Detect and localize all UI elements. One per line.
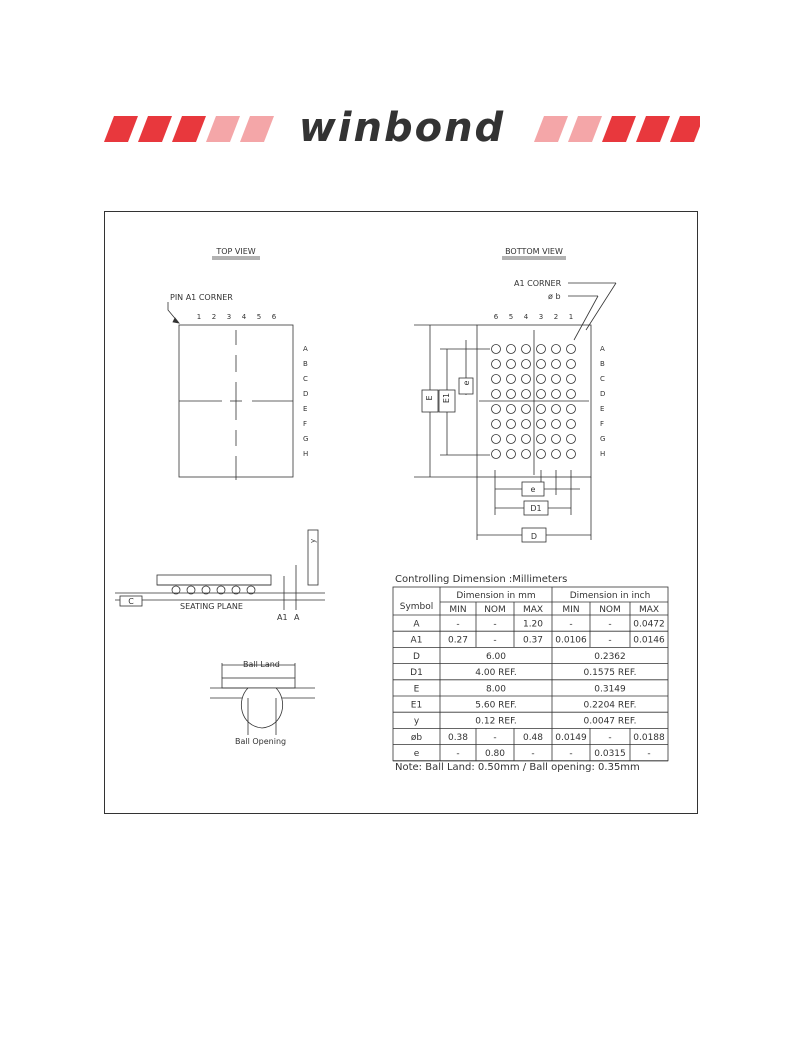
table-cell: 0.27	[447, 635, 469, 646]
table-symbol: A1	[410, 635, 423, 646]
ball-detail	[210, 660, 315, 746]
table-cell: 0.38	[447, 732, 469, 743]
bottom-view-column-labels	[494, 313, 573, 321]
solder-ball	[552, 375, 561, 384]
solder-ball	[567, 345, 576, 354]
header-sub: NOM	[599, 605, 621, 615]
table-cell: 6.00	[485, 651, 507, 662]
dimension-table	[393, 574, 668, 773]
solder-ball	[537, 345, 546, 354]
table-symbol: E	[413, 684, 420, 695]
solder-ball	[492, 375, 501, 384]
pin-a1-label: PIN A1 CORNER	[170, 293, 233, 302]
bottom-col-label: 4	[523, 313, 529, 321]
datum-c-label: C	[128, 597, 134, 606]
dim-E-label: E	[425, 395, 434, 401]
table-cell: 0.0106	[555, 635, 587, 646]
bottom-row-label: H	[600, 450, 606, 458]
table-cell: 4.00 REF.	[475, 668, 517, 679]
bottom-row-label: B	[600, 360, 605, 368]
table-cell: 0.0146	[633, 635, 665, 646]
solder-ball	[537, 420, 546, 429]
solder-ball	[552, 450, 561, 459]
table-cell: 0.37	[522, 635, 544, 646]
solder-ball	[552, 345, 561, 354]
solder-ball	[522, 360, 531, 369]
top-view-column-labels	[197, 313, 277, 321]
solder-ball	[492, 450, 501, 459]
top-row-label: G	[303, 435, 309, 443]
bottom-row-label: D	[600, 390, 606, 398]
solder-ball	[507, 435, 516, 444]
a-side-label: A	[294, 613, 300, 622]
solder-ball	[537, 405, 546, 414]
top-row-label: A	[303, 345, 308, 353]
top-row-label: H	[303, 450, 309, 458]
solder-ball	[537, 390, 546, 399]
table-cell: -	[493, 732, 497, 743]
table-cell: 1.20	[522, 619, 544, 630]
bottom-col-label: 1	[568, 313, 574, 321]
table-cell: -	[493, 619, 497, 630]
solder-ball	[522, 420, 531, 429]
solder-ball	[492, 360, 501, 369]
bottom-view	[414, 247, 616, 542]
table-caption: Controlling Dimension :Millimeters	[395, 574, 568, 585]
top-row-label: B	[303, 360, 308, 368]
table-cell: 0.48	[522, 732, 544, 743]
table-cell: 0.12 REF.	[475, 716, 517, 727]
table-cell: 0.0315	[594, 749, 626, 760]
table-cell: -	[531, 749, 535, 760]
solder-ball	[537, 360, 546, 369]
bottom-col-label: 3	[538, 313, 544, 321]
solder-ball	[567, 435, 576, 444]
bottom-row-label: F	[600, 420, 605, 428]
solder-ball	[522, 450, 531, 459]
table-cell: 0.0188	[633, 732, 665, 743]
table-symbol: øb	[410, 732, 423, 743]
top-col-label: 6	[271, 313, 277, 321]
solder-ball	[567, 450, 576, 459]
top-view-title: TOP VIEW	[216, 247, 256, 256]
dim-D1-label: D1	[530, 504, 542, 513]
ball-land-label: Ball Land	[243, 660, 280, 669]
solder-ball	[552, 405, 561, 414]
solder-ball	[492, 435, 501, 444]
solder-ball	[567, 405, 576, 414]
a1-corner-label: A1 CORNER	[514, 279, 562, 288]
ball-grid	[492, 345, 576, 459]
header-sub: NOM	[484, 605, 506, 615]
solder-ball	[507, 405, 516, 414]
header-sub: MAX	[638, 605, 660, 615]
solder-ball	[552, 360, 561, 369]
solder-ball	[567, 420, 576, 429]
table-cell: 0.2362	[594, 651, 626, 662]
bottom-row-label: E	[600, 405, 605, 413]
solder-ball	[567, 375, 576, 384]
solder-ball	[492, 405, 501, 414]
table-cell: 8.00	[485, 684, 507, 695]
solder-ball	[522, 435, 531, 444]
solder-ball	[537, 375, 546, 384]
bottom-row-label: A	[600, 345, 605, 353]
solder-ball	[567, 390, 576, 399]
solder-ball	[522, 405, 531, 414]
dim-e-horizontal-label: e	[530, 485, 536, 494]
table-symbol: e	[413, 749, 420, 760]
solder-ball	[552, 420, 561, 429]
top-col-label: 4	[241, 313, 247, 321]
solder-ball	[522, 345, 531, 354]
solder-ball	[567, 360, 576, 369]
solder-ball	[492, 345, 501, 354]
table-cell: -	[456, 619, 460, 630]
solder-ball	[507, 375, 516, 384]
header-sub: MAX	[522, 605, 544, 615]
top-col-label: 3	[226, 313, 232, 321]
top-row-label: F	[303, 420, 308, 428]
solder-ball	[492, 420, 501, 429]
header-symbol: Symbol	[399, 602, 434, 612]
table-note: Note: Ball Land: 0.50mm / Ball opening: 0.35mm	[395, 762, 640, 773]
top-col-label: 2	[211, 313, 217, 321]
table-cell: -	[493, 635, 497, 646]
table-cell: -	[569, 749, 573, 760]
table-cell: 0.0149	[555, 732, 587, 743]
table-symbol: y	[413, 716, 420, 727]
bottom-col-label: 2	[553, 313, 559, 321]
table-symbol: D1	[410, 668, 423, 679]
ball-opening-label: Ball Opening	[235, 737, 287, 746]
top-row-label: C	[303, 375, 308, 383]
solder-ball	[507, 345, 516, 354]
solder-ball	[522, 375, 531, 384]
table-symbol: A	[413, 619, 420, 630]
table-symbol: D	[413, 651, 420, 662]
table-cell: 0.2204 REF.	[583, 700, 637, 711]
table-cell: -	[608, 732, 612, 743]
seating-plane-label: SEATING PLANE	[180, 602, 243, 611]
header-inch: Dimension in inch	[569, 591, 651, 601]
table-cell: 0.1575 REF.	[583, 668, 637, 679]
side-view	[115, 530, 325, 622]
table-symbol: E1	[410, 700, 423, 711]
table-cell: -	[608, 619, 612, 630]
solder-ball	[552, 435, 561, 444]
dim-E1-label: E1	[442, 392, 451, 404]
a1-side-label: A1	[277, 613, 288, 622]
bottom-row-label: G	[600, 435, 606, 443]
top-view-row-labels	[303, 345, 308, 458]
bottom-view-row-labels	[600, 345, 605, 458]
table-cell: 0.0047 REF.	[583, 716, 637, 727]
dim-e-vertical-label: e	[462, 380, 471, 386]
phi-b-label: ø b	[548, 292, 561, 301]
table-cell: -	[569, 619, 573, 630]
table-cell: -	[456, 749, 460, 760]
table-cell: 0.3149	[594, 684, 626, 695]
solder-ball	[507, 390, 516, 399]
solder-ball	[507, 420, 516, 429]
y-label: y	[309, 538, 317, 543]
solder-ball	[537, 435, 546, 444]
dim-D-label: D	[530, 532, 538, 541]
top-row-label: D	[303, 390, 309, 398]
solder-ball	[537, 450, 546, 459]
header-mm: Dimension in mm	[456, 591, 536, 601]
bottom-view-title: BOTTOM VIEW	[505, 247, 563, 256]
solder-ball	[507, 360, 516, 369]
header-sub: MIN	[449, 605, 467, 615]
top-row-label: E	[303, 405, 308, 413]
solder-ball	[522, 390, 531, 399]
header-sub: MIN	[562, 605, 580, 615]
top-view	[168, 247, 308, 480]
table-cell: -	[647, 749, 651, 760]
bottom-col-label: 6	[493, 313, 499, 321]
table-cell: 0.0472	[633, 619, 665, 630]
top-col-label: 1	[196, 313, 202, 321]
logo-wordmark: winbond	[298, 108, 506, 150]
table-cell: -	[608, 635, 612, 646]
solder-ball	[552, 390, 561, 399]
bottom-col-label: 5	[508, 313, 514, 321]
table-cell: 5.60 REF.	[475, 700, 517, 711]
bottom-row-label: C	[600, 375, 605, 383]
solder-ball	[492, 390, 501, 399]
top-col-label: 5	[256, 313, 262, 321]
table-cell: 0.80	[484, 749, 506, 760]
solder-ball	[507, 450, 516, 459]
